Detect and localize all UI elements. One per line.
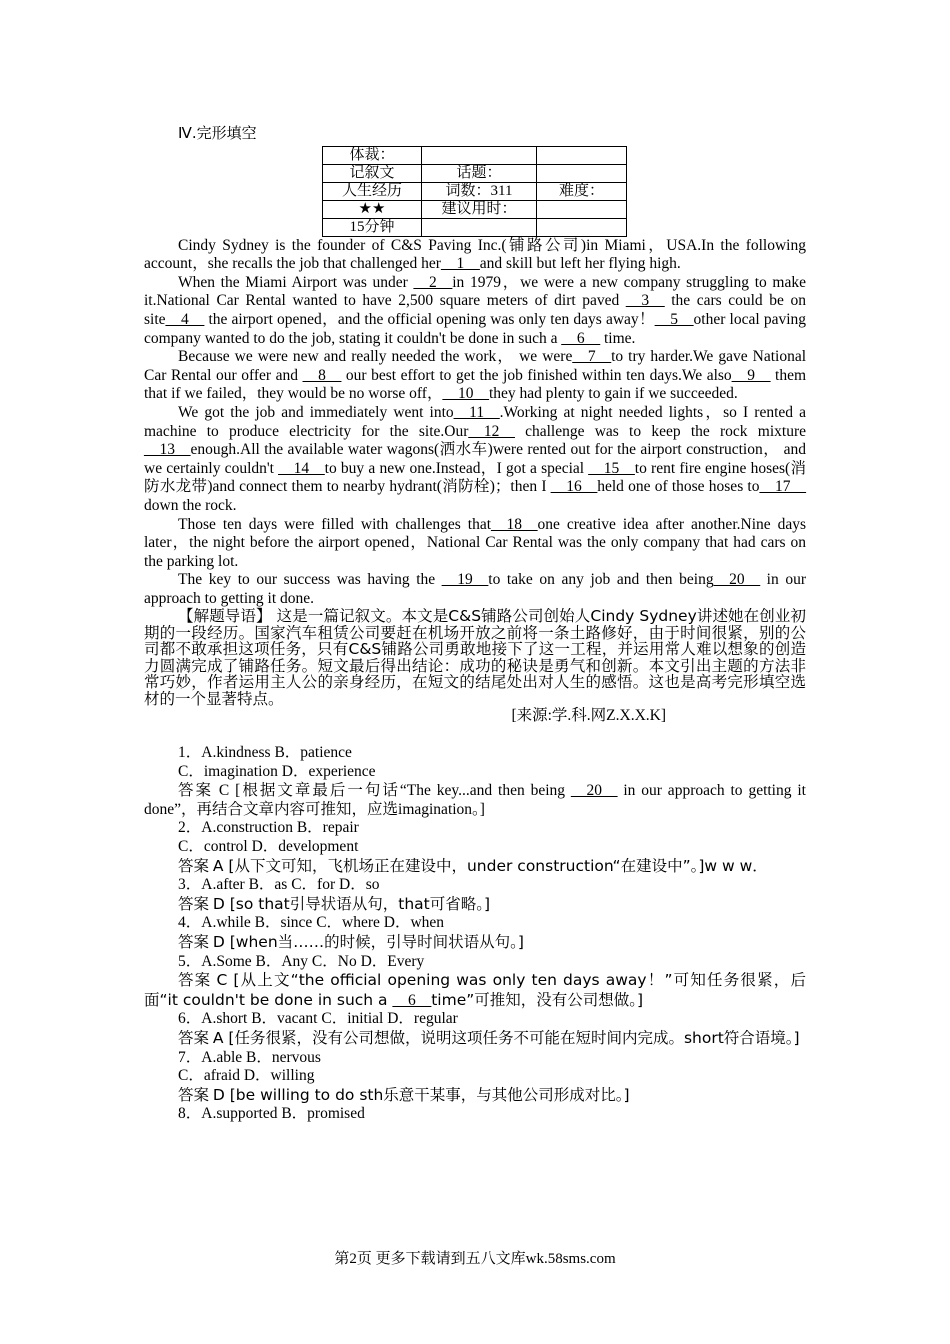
answer-text: C [从上文“the official opening was only ten days away！”可知任务很紧，后面“it couldn't be done in such a <box>144 971 806 1009</box>
answer-text: A [任务很紧，没有公司想做，说明这项任务不可能在短时间内完成。short符合语境。] <box>212 1028 800 1047</box>
table-cell: 难度： <box>537 182 627 200</box>
blank-9: __9__ <box>731 366 771 384</box>
table-row <box>323 182 627 200</box>
guide-text: 这是一篇记叙文。本文是C&S铺路公司创始人Cindy Sydney讲述她在创业初期的一段经历。国家汽车租赁公司要赶在机场开放之前将一条土路修好，由于时间很紧，别的公司都不敢承担这项任务，只有C&S铺路公司勇敢地接下了这一工程，并运用常人难以想象的创造力圆满完成了铺路任务。短文最后得出结论：成功的秘诀是勇气和创新。本文引出主题的方法非常巧妙，作者运用主人公的亲身经历，在短文的结尾处出对人生的感悟。这也是高考完形填空选材的一个显著特点。 <box>144 607 806 708</box>
passage-text: our best effort to get the job finished within ten days.We also <box>341 366 732 384</box>
passage-paragraph-6 <box>144 571 806 608</box>
table-cell <box>537 146 627 164</box>
passage-paragraph-4 <box>144 404 806 516</box>
blank-18: __18__ <box>491 515 538 533</box>
blank-15: __15__ <box>588 459 635 477</box>
passage-text: time. <box>600 329 636 347</box>
passage-text: other local paving company wanted to do the job, stating it couldn't be done in such a <box>144 310 807 347</box>
guide-label: 【解题导语】 <box>178 607 272 626</box>
answer-text: in our approach to getting it done”，再结合文章内容可推知，应选imagination。] <box>144 782 806 818</box>
passage-text: .Working at night needed lights，so I rented a machine to produce electricity for the site.Our <box>144 403 806 440</box>
passage-text: in 1979，we were a new company struggling to make it.National Car Rental wanted to have 2,500 square meters of dirt paved <box>144 273 806 310</box>
passage-text: to buy a new one.Instead，I got a special <box>324 459 589 477</box>
table-cell <box>422 218 537 236</box>
table-row <box>323 218 627 236</box>
passage-text: The key to our success was having the <box>178 571 442 589</box>
table-cell: ★★ <box>323 200 422 218</box>
blank-6: __6__ <box>561 329 601 347</box>
passage-text: the cars could be on site <box>144 292 806 328</box>
blank-8: __8__ <box>302 366 342 384</box>
table-cell: 话题： <box>422 164 537 182</box>
table-cell: 体裁： <box>323 146 422 164</box>
passage-text: challenge was to keep the rock mixture <box>514 422 806 440</box>
answer-1 <box>144 781 806 819</box>
passage-text: Because we were new and really needed the work， we were <box>178 348 573 366</box>
answer-text: D [when当……的时候，引导时间状语从句。] <box>212 933 524 951</box>
blank-20: __20__ <box>713 571 761 589</box>
answer-label: 答案 <box>178 971 212 990</box>
passage-text: Those ten days were filled with challenges that <box>178 515 492 533</box>
passage-text: to take on any job and then being <box>488 571 714 589</box>
passage-text: them that if we failed，they would be no worse off， <box>144 366 807 403</box>
answer-blank: __6__ <box>392 991 432 1009</box>
answer-3 <box>144 895 806 915</box>
source-note: [来源:学.科.网Z.X.X.K] <box>511 707 666 725</box>
table-row <box>323 146 627 164</box>
passage-text: Cindy Sydney is the founder of C&S Paving Inc.(铺路公司)in Miami，USA.In the following account，she recalls the job that challenged her <box>144 236 806 273</box>
passage-text: to rent fire engine hoses(消防水龙带)and connect them to nearby hydrant(消防栓)；then I <box>144 459 806 496</box>
answer-6 <box>144 1029 806 1049</box>
table-cell: 词数：311 <box>422 182 537 200</box>
blank-2: __2__ <box>413 273 453 291</box>
question-6-options: 6．A.short B．vacant C．initial D．regular <box>178 1010 458 1028</box>
table-cell: 人生经历 <box>323 182 422 200</box>
passage-text: to try harder.We gave National Car Rental our offer and <box>144 348 807 384</box>
passage-text: down the rock. <box>144 496 237 514</box>
passage-paragraph-1 <box>144 237 806 274</box>
table-cell: 15分钟 <box>323 218 422 236</box>
table-row <box>323 164 627 182</box>
table-cell <box>537 218 627 236</box>
passage-text: the airport opened，and the official opening was only ten days away！ <box>204 310 655 328</box>
table-cell: 记叙文 <box>323 164 422 182</box>
blank-11: __11__ <box>453 403 500 421</box>
passage-paragraph-2 <box>144 274 806 348</box>
answer-4 <box>144 933 806 953</box>
page-footer: 第2页 更多下载请到五八文库wk.58sms.com <box>334 1251 616 1267</box>
passage-paragraph-3 <box>144 348 806 404</box>
answer-text: D [so that引导状语从句，that可省略。] <box>212 894 491 913</box>
blank-10: __10__ <box>442 385 489 403</box>
answer-label: 答案 <box>178 933 210 951</box>
passage-text: one creative idea after another.Nine days later，the night before the airport opened，National Car Rental was the only company that had cars on the parking lot. <box>144 515 806 570</box>
question-7-options-2: C．afraid D．willing <box>178 1067 315 1085</box>
answer-5 <box>144 971 806 1010</box>
blank-7: __7__ <box>572 348 612 366</box>
answer-2 <box>144 857 806 877</box>
question-2-options: 2．A.construction B．repair <box>178 819 359 837</box>
question-1-options: 1．A.kindness B．patience <box>178 744 352 762</box>
question-8-options: 8．A.supported B．promised <box>178 1105 365 1123</box>
answer-label: 答案 <box>178 1028 210 1047</box>
blank-19: __19__ <box>441 571 489 589</box>
answer-text: C [根据文章最后一句话“The key...and then being <box>218 782 571 800</box>
passage-paragraph-5 <box>144 516 806 572</box>
table-row <box>323 200 627 218</box>
answer-blank: __20__ <box>570 782 618 800</box>
passage-text: When the Miami Airport was under <box>178 273 414 291</box>
table-cell <box>422 146 537 164</box>
section-heading: Ⅳ.完形填空 <box>178 124 257 142</box>
answer-label: 答案 <box>178 781 214 800</box>
answer-text: D [be willing to do sth乐意干某事，与其他公司形成对比。] <box>212 1085 630 1104</box>
question-3-options: 3．A.after B．as C．for D．so <box>178 876 380 894</box>
table-cell <box>537 200 627 218</box>
guide-note <box>144 608 806 707</box>
blank-13: __13__ <box>144 441 191 459</box>
table-cell: 建议用时： <box>422 200 537 218</box>
answer-7 <box>144 1086 806 1106</box>
answer-text: A [从下文可知，飞机场正在建设中，under construction“在建设中”。]w w w． <box>212 856 768 875</box>
answer-label: 答案 <box>178 894 210 913</box>
passage-text: enough.All the available water wagons(洒水车)were rented out for the airport construction， and we certainly couldn't <box>144 441 806 477</box>
passage-text: and skill but left her flying high. <box>479 255 681 273</box>
blank-14: __14__ <box>278 459 325 477</box>
question-4-options: 4．A.while B．since C．where D．when <box>178 914 445 932</box>
answer-label: 答案 <box>178 856 210 875</box>
question-1-options-2: C．imagination D．experience <box>178 762 376 780</box>
question-7-options: 7．A.able B．nervous <box>178 1048 321 1066</box>
question-5-options: 5．A.Some B．Any C．No D．Every <box>178 952 425 970</box>
answer-label: 答案 <box>178 1085 210 1104</box>
blank-12: __12__ <box>468 422 515 440</box>
blank-17: __17__ <box>759 478 806 496</box>
blank-1: __1__ <box>440 255 480 273</box>
table-cell <box>537 164 627 182</box>
passage-text: We got the job and immediately went into <box>178 403 454 421</box>
blank-16: __16__ <box>550 478 598 496</box>
document-page <box>144 124 806 1124</box>
answer-text: time”可推知，没有公司想做。] <box>431 990 644 1009</box>
question-2-options-2: C．control D．development <box>178 838 359 856</box>
blank-5: __5__ <box>654 310 694 328</box>
meta-table <box>322 146 627 237</box>
passage-text: they had plenty to gain if we succeeded. <box>488 385 738 403</box>
passage-text: held one of those hoses to <box>597 478 760 496</box>
blank-4: __4__ <box>165 310 205 328</box>
blank-3: __3__ <box>625 292 665 310</box>
passage-text: in our approach to getting it done. <box>144 571 807 607</box>
